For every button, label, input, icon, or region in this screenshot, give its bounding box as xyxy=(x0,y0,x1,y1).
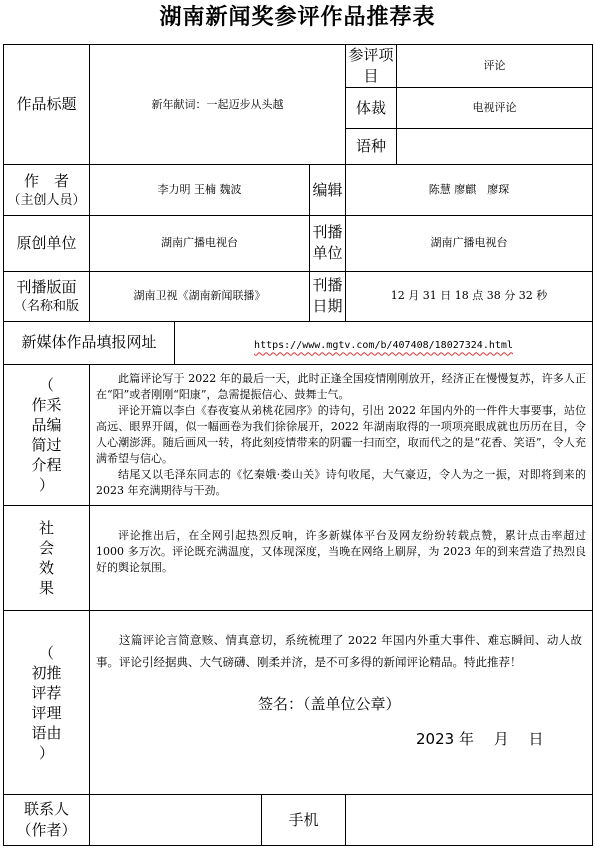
recommendation-form xyxy=(3,44,593,846)
edition-value: 湖南卫视《湖南新闻联播》 xyxy=(90,271,310,322)
author-label-line1: 作 者 xyxy=(23,171,69,190)
recommend-paragraph-1: 这篇评论言简意赅、情真意切，系统梳理了 2022 年国内外重大事件、难忘瞬间、动人故事。评论引经据典、大气磅礴、刚柔并济，是不可多得的新闻评论精品。特此推荐！ xyxy=(96,633,582,670)
intro-label-char: 简过 xyxy=(31,435,62,454)
intro-paragraph-3: 结尾又以毛泽东同志的《忆秦娥·娄山关》诗句收尾，大气豪迈，令人为之一振，对即将到来的 2023 年充满期待与干劲。 xyxy=(96,467,586,497)
recommend-label-char: 评理 xyxy=(31,703,62,722)
phone-label: 手机 xyxy=(262,795,346,846)
publish-unit-label-line1: 刊播 xyxy=(312,223,343,242)
effect-label xyxy=(4,506,90,611)
recommend-text xyxy=(90,611,593,795)
language-value xyxy=(397,128,593,164)
intro-label-char: 作采 xyxy=(31,395,62,414)
effect-label-char: 效 xyxy=(38,559,54,578)
author-label xyxy=(4,165,90,216)
phone-value[interactable] xyxy=(346,795,593,846)
contact-label-line2: （作者） xyxy=(16,821,77,840)
publish-date-label-line1: 刊播 xyxy=(312,276,343,295)
recommend-label-char: ） xyxy=(38,743,54,762)
recommend-label-char: 评荐 xyxy=(31,683,62,702)
effect-label-char: 会 xyxy=(38,539,54,558)
publish-unit-label-line2: 单位 xyxy=(312,244,343,263)
signature-line: 签名：（盖单位公章） xyxy=(258,695,401,714)
signature-date: 2023 年 月 日 xyxy=(416,730,544,749)
author-label-line2: （主创人员） xyxy=(7,192,86,208)
edition-label-line1: 刊播版面 xyxy=(16,277,77,296)
recommend-label-char: 语由 xyxy=(31,723,62,742)
url-cell xyxy=(175,322,593,364)
genre-value: 电视评论 xyxy=(397,88,593,128)
contact-label-line1: 联系人 xyxy=(23,800,69,819)
language-label: 语种 xyxy=(346,128,397,164)
genre-label: 体裁 xyxy=(346,88,397,128)
effect-label-char: 果 xyxy=(38,579,54,598)
document-title: 湖南新闻奖参评作品推荐表 xyxy=(159,4,436,30)
category-value: 评论 xyxy=(397,45,593,88)
intro-label-char: 介程 xyxy=(31,455,62,474)
contact-label xyxy=(4,795,90,846)
recommend-label xyxy=(4,611,90,795)
editor-value: 陈慧 廖麒 廖琛 xyxy=(346,165,593,216)
publish-date-label-line2: 日期 xyxy=(312,297,343,316)
intro-label-char: （ xyxy=(38,375,54,394)
intro-label-char: 品编 xyxy=(31,415,62,434)
publish-unit-value: 湖南广播电视台 xyxy=(346,215,593,271)
url-link[interactable]: https://www.mgtv.com/b/407408/18027324.html xyxy=(254,340,513,352)
publish-unit-label xyxy=(310,215,346,271)
publish-date-label xyxy=(310,271,346,322)
work-title-label: 作品标题 xyxy=(4,45,90,165)
category-label: 参评项目 xyxy=(346,45,397,88)
recommend-label-char: 初推 xyxy=(31,663,62,682)
intro-paragraph-2: 评论开篇以李白《春夜宴从弟桃花园序》的诗句，引出 2022 年国内外的一件件大事要事，站位高远、眼界开阔，似一幅画卷为我们徐徐展开，2022 年湖南取得的一项项亮眼成就也历历在目，令人心潮澎湃。随后画风一转，将此刻疫情带来的阴霾一扫而空，取而代之的是“花香、笑语”，令人充满希望与信心。 xyxy=(96,403,586,465)
unit-value: 湖南广播电视台 xyxy=(90,215,310,271)
unit-label: 原创单位 xyxy=(4,215,90,271)
intro-paragraph-1: 此篇评论写于 2022 年的最后一天，此时正逢全国疫情刚刚放开，经济正在慢慢复苏，许多人正在“阳”或者刚刚“阳康”，急需提振信心、鼓舞士气。 xyxy=(96,371,586,401)
effect-label-char: 社 xyxy=(38,519,54,538)
work-title-value: 新年献词：一起迈步从头越 xyxy=(90,45,346,165)
effect-text xyxy=(90,506,593,611)
edition-label xyxy=(4,271,90,322)
intro-label-char: ） xyxy=(38,475,54,494)
intro-text xyxy=(90,364,593,506)
effect-paragraph-1: 评论推出后，在全网引起热烈反响，许多新媒体平台及网友纷纷转载点赞，累计点击率超过 1000 多万次。评论既充满温度，又体现深度，当晚在网络上刷屏，为 2023 年的到来营造了热烈良好的舆论氛围。 xyxy=(96,529,586,575)
edition-label-line2: （名称和版 xyxy=(13,298,79,314)
recommend-label-char: （ xyxy=(38,643,54,662)
url-label: 新媒体作品填报网址 xyxy=(4,322,175,364)
publish-date-value: 12 月 31 日 18 点 38 分 32 秒 xyxy=(346,271,593,322)
author-value: 李力明 王楠 魏波 xyxy=(90,165,310,216)
intro-label xyxy=(4,364,90,506)
editor-label: 编辑 xyxy=(310,165,346,216)
contact-value[interactable] xyxy=(90,795,262,846)
